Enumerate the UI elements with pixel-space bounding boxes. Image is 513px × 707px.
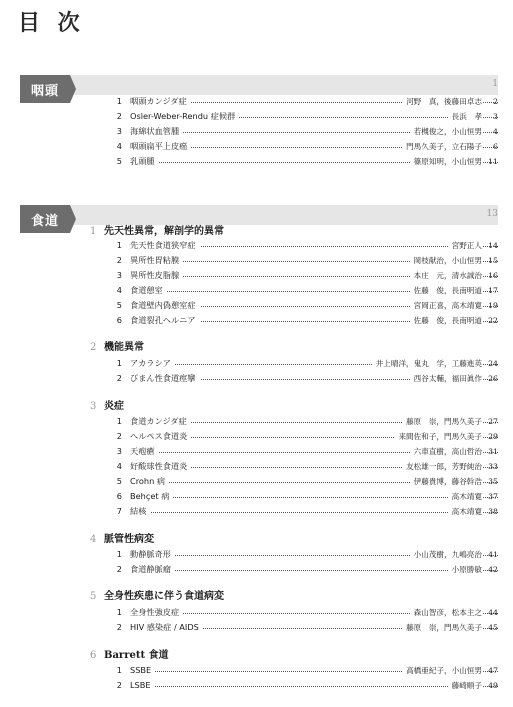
entry-number: 4 <box>116 461 122 471</box>
entry-authors: 六車直樹，高山哲治 <box>410 445 482 458</box>
subsection-number: 4 <box>90 534 97 545</box>
toc-entry[interactable] <box>20 621 498 634</box>
toc-entry[interactable] <box>20 299 498 312</box>
subsection-heading <box>90 338 144 353</box>
entry-number: 2 <box>116 680 122 690</box>
entry-title: 結核 <box>130 505 150 518</box>
entry-authors: 宮岡正喜，高木靖寛 <box>410 299 482 312</box>
entry-title: Osler-Weber-Rendu 症候群 <box>130 110 239 123</box>
toc-entry[interactable] <box>20 125 498 138</box>
entry-number: 6 <box>116 491 122 501</box>
entry-number: 1 <box>116 665 122 675</box>
toc-entry[interactable] <box>20 490 498 503</box>
entry-title: HIV 感染症 / AIDS <box>130 621 203 634</box>
entry-page: 42 <box>488 565 498 574</box>
entry-authors: 宮野正人 <box>448 239 482 252</box>
subsection-heading <box>90 587 224 602</box>
entry-title: 乳頭腫 <box>130 155 159 168</box>
entry-title: 先天性食道狭窄症 <box>130 239 200 252</box>
entry-authors: 伊藤貴博，藤谷幹浩 <box>410 475 482 488</box>
toc-entry[interactable] <box>20 110 498 123</box>
subsection-title: Barrett 食道 <box>104 650 169 661</box>
entry-authors: 高木靖寛 <box>448 490 482 503</box>
entry-page: 17 <box>488 286 498 295</box>
toc-entry[interactable] <box>20 357 498 370</box>
entry-authors: 門馬久美子，立石陽子 <box>402 140 482 153</box>
entry-authors: 藤崎順子 <box>448 679 482 692</box>
entry-title: 咽頭カンジダ症 <box>130 95 191 108</box>
entry-page: 33 <box>488 462 498 471</box>
entry-title: 天疱瘡 <box>130 445 159 458</box>
subsection-number: 1 <box>90 226 97 237</box>
entry-page: 19 <box>488 301 498 310</box>
entry-number: 2 <box>116 255 122 265</box>
entry-page: 27 <box>488 417 498 426</box>
dot-leader <box>130 686 498 687</box>
entry-number: 1 <box>116 416 122 426</box>
entry-title: 食道憩室 <box>130 284 167 297</box>
entry-number: 1 <box>116 96 122 106</box>
toc-entry[interactable] <box>20 664 498 677</box>
entry-title: LSBE <box>130 679 155 692</box>
entry-page: 41 <box>488 550 498 559</box>
entry-title: 海綿状血管腫 <box>130 125 183 138</box>
entry-number: 7 <box>116 506 122 516</box>
entry-authors: 篠原知明，小山恒男 <box>410 155 482 168</box>
subsection-heading <box>90 646 169 661</box>
entry-page: 35 <box>488 477 498 486</box>
entry-authors: 小原勝敏 <box>448 563 482 576</box>
subsection-title: 全身性疾患に伴う食道病変 <box>104 591 224 602</box>
entry-page: 37 <box>488 492 498 501</box>
entry-page: 16 <box>488 271 498 280</box>
toc-entry[interactable] <box>20 415 498 428</box>
entry-authors: 若槻俊之，小山恒男 <box>410 125 482 138</box>
section-pharynx <box>20 75 498 175</box>
entry-title: 好酸球性食道炎 <box>130 460 191 473</box>
entry-page: 47 <box>488 666 498 675</box>
entry-authors: 藤原 崇，門馬久美子 <box>402 415 482 428</box>
entry-title: 食道壁内偽憩室症 <box>130 299 200 312</box>
entry-number: 1 <box>116 549 122 559</box>
subsection-title: 先天性異常，解剖学的異常 <box>104 226 224 237</box>
entry-authors: 河野 真，後藤田卓志 <box>402 95 482 108</box>
subsection-title: 炎症 <box>104 401 124 412</box>
entry-authors: 西谷太輔，福田眞作 <box>410 372 482 385</box>
entry-page: 49 <box>488 681 498 690</box>
entry-title: 食道裂孔ヘルニア <box>130 314 200 327</box>
toc-entry[interactable] <box>20 155 498 168</box>
section-page: 13 <box>486 209 498 219</box>
section-label: 咽頭 <box>20 75 70 103</box>
entry-authors: 佐藤 俊，長南明道 <box>410 284 482 297</box>
entry-number: 5 <box>116 476 122 486</box>
toc-entry[interactable] <box>20 548 498 561</box>
toc-entry[interactable] <box>20 140 498 153</box>
entry-title: 食道静脈瘤 <box>130 563 175 576</box>
subsection-number: 6 <box>90 650 97 661</box>
entry-title: 異所性胃粘膜 <box>130 254 183 267</box>
subsection-heading <box>90 397 124 412</box>
entry-page: 15 <box>488 256 498 265</box>
entry-page: 24 <box>488 359 498 368</box>
entry-authors: 藤原 崇，門馬久美子 <box>402 621 482 634</box>
toc-entry[interactable] <box>20 679 498 692</box>
entry-page: 45 <box>488 623 498 632</box>
entry-page: 3 <box>493 112 498 121</box>
entry-number: 3 <box>116 446 122 456</box>
dot-leader <box>130 497 498 498</box>
dot-leader <box>130 570 498 571</box>
toc-entry[interactable] <box>20 95 498 108</box>
toc-entry[interactable] <box>20 372 498 385</box>
entry-title: 食道カンジダ症 <box>130 415 191 428</box>
section-esophagus <box>20 205 498 700</box>
entry-authors: 小山茂樹，九嶋亮治 <box>410 548 482 561</box>
entry-number: 1 <box>116 358 122 368</box>
entry-authors: 佐藤 俊，長南明道 <box>410 314 482 327</box>
subsection-title: 脈管性病変 <box>104 534 154 545</box>
toc-entry[interactable] <box>20 269 498 282</box>
entry-number: 2 <box>116 622 122 632</box>
subsection-title: 機能異常 <box>104 342 144 353</box>
page-title: 目 次 <box>18 11 85 36</box>
entry-authors: 本庄 元，清水誠治 <box>410 269 482 282</box>
entry-number: 3 <box>116 126 122 136</box>
subsection-number: 5 <box>90 591 97 602</box>
entry-number: 5 <box>116 156 122 166</box>
entry-title: 咽頭扁平上皮癌 <box>130 140 191 153</box>
entry-number: 6 <box>116 315 122 325</box>
entry-authors: 高木靖寛 <box>448 505 482 518</box>
entry-page: 6 <box>493 142 498 151</box>
toc-entry[interactable] <box>20 606 498 619</box>
dot-leader <box>130 512 498 513</box>
toc-entry[interactable] <box>20 430 498 443</box>
entry-authors: 森山智彦，松本主之 <box>410 606 482 619</box>
entry-page: 44 <box>488 608 498 617</box>
entry-page: 31 <box>488 447 498 456</box>
entry-title: ヘルペス食道炎 <box>130 430 191 443</box>
toc-entry[interactable] <box>20 475 498 488</box>
subsection-number: 2 <box>90 342 97 353</box>
toc-entry[interactable] <box>20 314 498 327</box>
toc-entry[interactable] <box>20 239 498 252</box>
entry-number: 4 <box>116 141 122 151</box>
entry-number: 1 <box>116 240 122 250</box>
subsection-heading <box>90 530 154 545</box>
entry-number: 2 <box>116 111 122 121</box>
entry-page: 2 <box>493 97 498 106</box>
entry-page: 38 <box>488 507 498 516</box>
section-label: 食道 <box>20 205 70 233</box>
entry-number: 2 <box>116 564 122 574</box>
subsection-heading <box>90 222 224 237</box>
entry-authors: 来間佐和子，門馬久美子 <box>394 430 482 443</box>
entry-title: SSBE <box>130 664 155 677</box>
entry-page: 4 <box>493 127 498 136</box>
entry-authors: 岡枝献治，小山恒男 <box>410 254 482 267</box>
entry-number: 2 <box>116 431 122 441</box>
entry-authors: 井上晴洋，鬼丸 学，工藤進英 <box>372 357 482 370</box>
section-page: 1 <box>492 79 498 89</box>
toc-entry[interactable] <box>20 563 498 576</box>
entry-page: 26 <box>488 374 498 383</box>
entry-authors: 長浜 孝 <box>448 110 482 123</box>
toc-entry[interactable] <box>20 460 498 473</box>
toc-entry[interactable] <box>20 505 498 518</box>
entry-page: 29 <box>488 432 498 441</box>
entry-title: アカラシア <box>130 357 175 370</box>
toc-entry[interactable] <box>20 254 498 267</box>
subsection-number: 3 <box>90 401 97 412</box>
toc-entry[interactable] <box>20 284 498 297</box>
entry-number: 5 <box>116 300 122 310</box>
entry-authors: 友松雄一郎，芳野純治 <box>402 460 482 473</box>
section-band <box>20 75 498 95</box>
entry-title: 動静脈奇形 <box>130 548 175 561</box>
entry-title: びまん性食道痙攣 <box>130 372 200 385</box>
entry-title: Crohn 病 <box>130 475 169 488</box>
entry-page: 22 <box>488 316 498 325</box>
entry-page: 14 <box>488 241 498 250</box>
entry-number: 1 <box>116 607 122 617</box>
entry-number: 2 <box>116 373 122 383</box>
entry-number: 3 <box>116 270 122 280</box>
entry-title: 全身性強皮症 <box>130 606 183 619</box>
toc-entry[interactable] <box>20 445 498 458</box>
entry-page: 11 <box>488 157 498 166</box>
entry-title: 異所性皮脂腺 <box>130 269 183 282</box>
entry-number: 4 <box>116 285 122 295</box>
entry-authors: 高橋亜紀子，小山恒男 <box>402 664 482 677</box>
entry-title: Behçet 病 <box>130 490 173 503</box>
